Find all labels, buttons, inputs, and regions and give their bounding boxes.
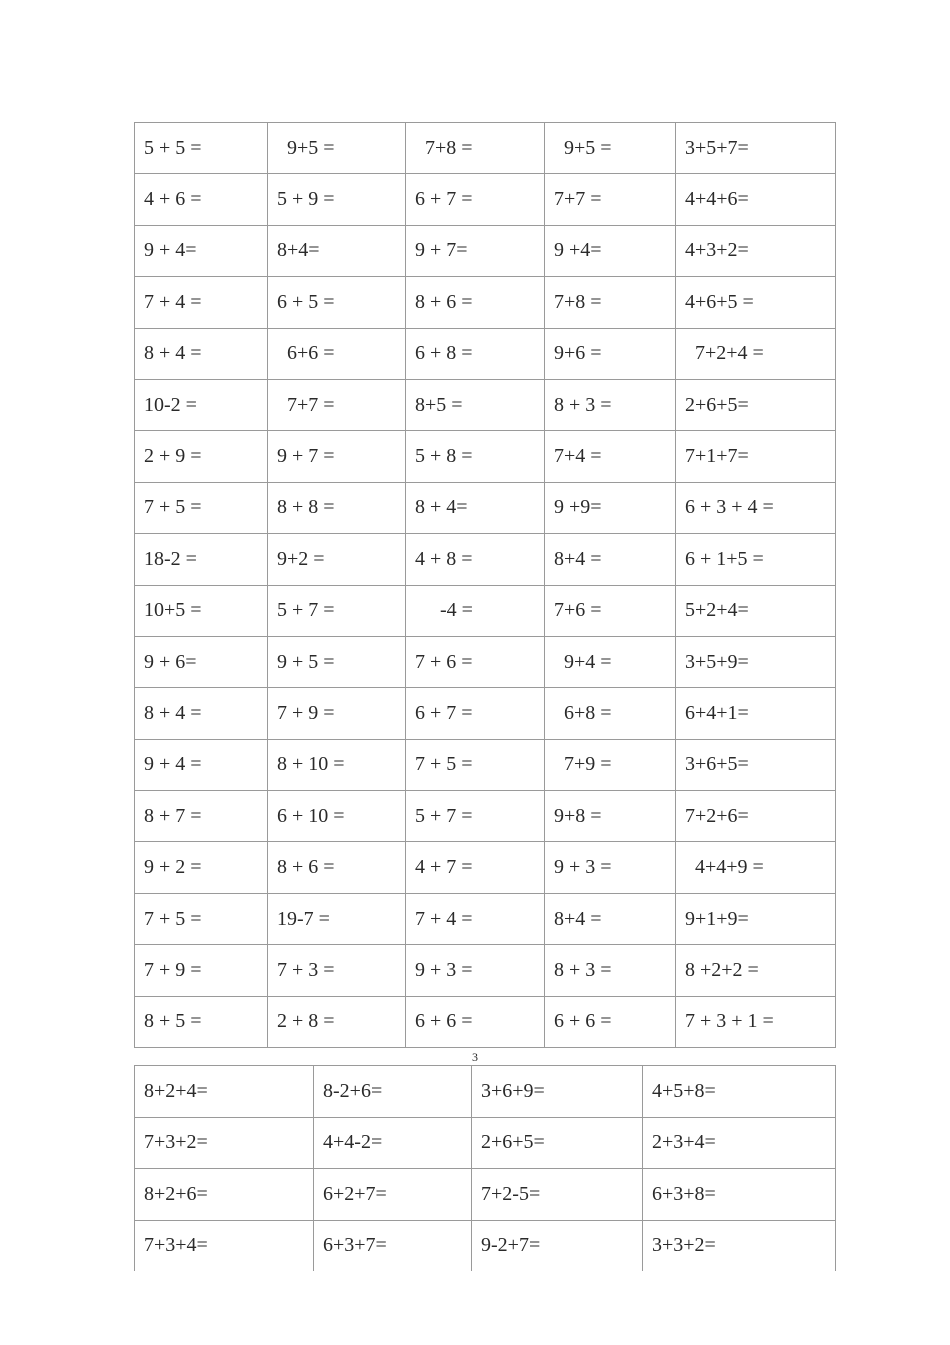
problem-cell: 7+3+2=	[135, 1117, 314, 1169]
problem-cell: 10-2 =	[135, 379, 268, 430]
problem-cell: 5+2+4=	[676, 585, 836, 636]
table-row	[135, 1066, 836, 1118]
worksheet-table-2-body	[135, 1066, 836, 1272]
problem-cell: 9 +4=	[545, 225, 676, 276]
problem-cell: 4 + 8 =	[406, 534, 545, 585]
table-row	[135, 123, 836, 174]
problem-cell: 4+4-2=	[314, 1117, 472, 1169]
problem-cell: 8 + 4=	[406, 482, 545, 533]
problem-cell: 6 + 8 =	[406, 328, 545, 379]
problem-cell: 6 + 6 =	[406, 996, 545, 1047]
problem-cell: 7 + 5 =	[406, 739, 545, 790]
problem-cell: 19-7 =	[268, 893, 406, 944]
problem-cell: 7+2+4 =	[676, 328, 836, 379]
problem-cell: 6+3+8=	[643, 1169, 836, 1221]
problem-cell: 8+2+4=	[135, 1066, 314, 1118]
table-row	[135, 996, 836, 1047]
problem-cell: 9+5 =	[545, 123, 676, 174]
table-row	[135, 585, 836, 636]
table-row	[135, 1169, 836, 1221]
problem-cell: 6 + 7 =	[406, 174, 545, 225]
problem-cell: 6+8 =	[545, 688, 676, 739]
problem-cell: 7 + 5 =	[135, 893, 268, 944]
table-row	[135, 379, 836, 430]
problem-cell: 7+4 =	[545, 431, 676, 482]
problem-cell: 3+3+2=	[643, 1220, 836, 1271]
problem-cell: 2+3+4=	[643, 1117, 836, 1169]
problem-cell: 7 + 9 =	[135, 945, 268, 996]
table-row	[135, 482, 836, 533]
problem-cell: 6+4+1=	[676, 688, 836, 739]
problem-cell: 8+4 =	[545, 534, 676, 585]
table-row	[135, 945, 836, 996]
problem-cell: 3+5+9=	[676, 636, 836, 687]
problem-cell: 9+5 =	[268, 123, 406, 174]
problem-cell: 5 + 7 =	[406, 791, 545, 842]
problem-cell: 4+5+8=	[643, 1066, 836, 1118]
problem-cell: 9 + 4=	[135, 225, 268, 276]
problem-cell: 7+3+4=	[135, 1220, 314, 1271]
problem-cell: 6 + 3 + 4 =	[676, 482, 836, 533]
table-row	[135, 791, 836, 842]
problem-cell: 8 + 4 =	[135, 328, 268, 379]
problem-cell: 2+6+5=	[676, 379, 836, 430]
problem-cell: 7 + 3 =	[268, 945, 406, 996]
problem-cell: 8+2+6=	[135, 1169, 314, 1221]
problem-cell: 9+2 =	[268, 534, 406, 585]
table-row	[135, 688, 836, 739]
problem-cell: 7+1+7=	[676, 431, 836, 482]
problem-cell: 7+8 =	[406, 123, 545, 174]
table-row	[135, 534, 836, 585]
problem-cell: 6 + 6 =	[545, 996, 676, 1047]
table-row	[135, 225, 836, 276]
problem-cell: 7+6 =	[545, 585, 676, 636]
problem-cell: 7 + 3 + 1 =	[676, 996, 836, 1047]
problem-cell: 7 + 9 =	[268, 688, 406, 739]
problem-cell: 8-2+6=	[314, 1066, 472, 1118]
problem-cell: 7+7 =	[268, 379, 406, 430]
table-row	[135, 328, 836, 379]
problem-cell: 7 + 6 =	[406, 636, 545, 687]
table-row	[135, 1220, 836, 1271]
problem-cell: 5 + 5 =	[135, 123, 268, 174]
problem-cell: 4+3+2=	[676, 225, 836, 276]
problem-cell: 8 + 6 =	[268, 842, 406, 893]
problem-cell: 8 + 6 =	[406, 277, 545, 328]
problem-cell: 4+6+5 =	[676, 277, 836, 328]
problem-cell: 8 +2+2 =	[676, 945, 836, 996]
problem-cell: 9 + 7 =	[268, 431, 406, 482]
problem-cell: 5 + 7 =	[268, 585, 406, 636]
problem-cell: 6 + 10 =	[268, 791, 406, 842]
problem-cell: 7 + 4 =	[135, 277, 268, 328]
problem-cell: 6+2+7=	[314, 1169, 472, 1221]
problem-cell: 8 + 5 =	[135, 996, 268, 1047]
worksheet-table-1	[134, 122, 836, 1048]
problem-cell: 8 + 10 =	[268, 739, 406, 790]
problem-cell: 7+2-5=	[472, 1169, 643, 1221]
problem-cell: 7+8 =	[545, 277, 676, 328]
table-row	[135, 277, 836, 328]
problem-cell: 9 + 7=	[406, 225, 545, 276]
page-number: 3	[472, 1050, 478, 1064]
problem-cell: 4 + 7 =	[406, 842, 545, 893]
problem-cell: 8 + 3 =	[545, 379, 676, 430]
problem-cell: -4 =	[406, 585, 545, 636]
problem-cell: 3+6+5=	[676, 739, 836, 790]
problem-cell: 5 + 8 =	[406, 431, 545, 482]
problem-cell: 3+5+7=	[676, 123, 836, 174]
problem-cell: 10+5 =	[135, 585, 268, 636]
problem-cell: 8 + 3 =	[545, 945, 676, 996]
problem-cell: 8+4 =	[545, 893, 676, 944]
problem-cell: 9 + 2 =	[135, 842, 268, 893]
problem-cell: 9 + 5 =	[268, 636, 406, 687]
problem-cell: 2+6+5=	[472, 1117, 643, 1169]
table-row	[135, 636, 836, 687]
problem-cell: 7 + 4 =	[406, 893, 545, 944]
table-row	[135, 893, 836, 944]
problem-cell: 2 + 8 =	[268, 996, 406, 1047]
problem-cell: 8 + 7 =	[135, 791, 268, 842]
problem-cell: 2 + 9 =	[135, 431, 268, 482]
problem-cell: 9+4 =	[545, 636, 676, 687]
problem-cell: 6 + 5 =	[268, 277, 406, 328]
problem-cell: 5 + 9 =	[268, 174, 406, 225]
problem-cell: 7 + 5 =	[135, 482, 268, 533]
worksheet-table-2	[134, 1065, 836, 1271]
problem-cell: 9 +9=	[545, 482, 676, 533]
problem-cell: 7+7 =	[545, 174, 676, 225]
problem-cell: 6+3+7=	[314, 1220, 472, 1271]
problem-cell: 7+9 =	[545, 739, 676, 790]
problem-cell: 8+5 =	[406, 379, 545, 430]
problem-cell: 3+6+9=	[472, 1066, 643, 1118]
table-row	[135, 431, 836, 482]
problem-cell: 9 + 4 =	[135, 739, 268, 790]
problem-cell: 9+8 =	[545, 791, 676, 842]
problem-cell: 4+4+6=	[676, 174, 836, 225]
table-row	[135, 174, 836, 225]
table-row	[135, 739, 836, 790]
problem-cell: 8 + 8 =	[268, 482, 406, 533]
problem-cell: 6 + 1+5 =	[676, 534, 836, 585]
table-row	[135, 1117, 836, 1169]
problem-cell: 7+2+6=	[676, 791, 836, 842]
problem-cell: 8 + 4 =	[135, 688, 268, 739]
problem-cell: 9+6 =	[545, 328, 676, 379]
problem-cell: 9 + 6=	[135, 636, 268, 687]
problem-cell: 8+4=	[268, 225, 406, 276]
problem-cell: 6 + 7 =	[406, 688, 545, 739]
worksheet-table-1-body	[135, 123, 836, 1048]
problem-cell: 9 + 3 =	[545, 842, 676, 893]
problem-cell: 6+6 =	[268, 328, 406, 379]
problem-cell: 9-2+7=	[472, 1220, 643, 1271]
problem-cell: 4 + 6 =	[135, 174, 268, 225]
problem-cell: 9 + 3 =	[406, 945, 545, 996]
problem-cell: 9+1+9=	[676, 893, 836, 944]
problem-cell: 4+4+9 =	[676, 842, 836, 893]
table-row	[135, 842, 836, 893]
problem-cell: 18-2 =	[135, 534, 268, 585]
